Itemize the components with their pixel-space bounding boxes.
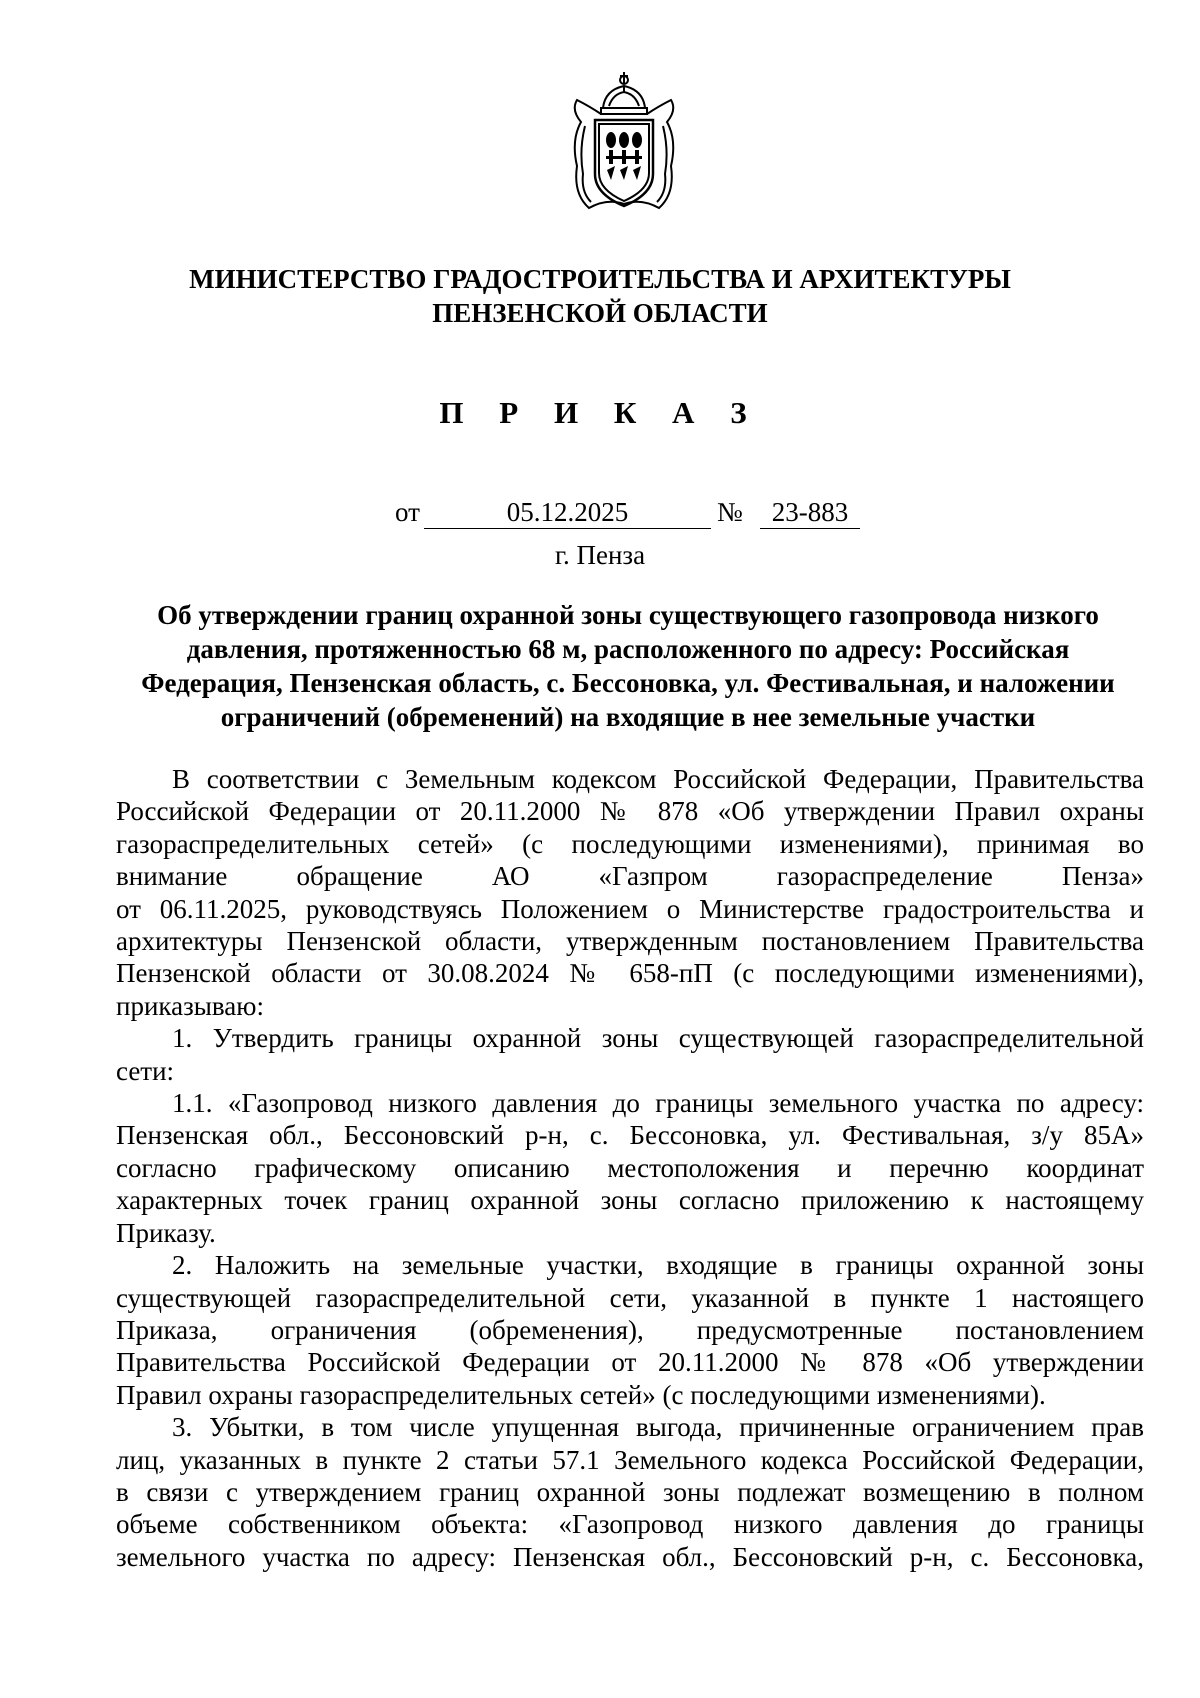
body-line: от 06.11.2025, руководствуясь Положением о Министерстве градостроительства и [116,893,1144,924]
coat-of-arms-icon [563,70,685,220]
body-line: 1. Утвердить границы охранной зоны существующей газораспределительной [172,1023,1144,1054]
city: г. Пенза [554,540,646,570]
subject-line: Федерация, Пензенская область, с. Бессоновка, ул. Фестивальная, и наложении [141,668,1115,698]
order-body [116,763,1144,1573]
body-line: газораспределительных сетей» (с последующими изменениями), принимая во [116,828,1144,859]
ministry-name [0,262,1200,330]
subject-line: ограничений (обременений) на входящие в нее земельные участки [220,702,1036,732]
date-label: от [395,497,420,527]
order-date: 05.12.2025 [424,495,711,529]
body-line: В соответствии с Земельным кодексом Российской Федерации, Правительства [172,764,1144,794]
number-label: № [717,497,743,527]
body-line: существующей газораспределительной сети, указанной в пункте 1 настоящего [116,1282,1144,1313]
subject-line: Об утверждении границ охранной зоны существующего газопровода низкого [157,600,1099,630]
body-line: Правительства Российской Федерации от 20.11.2000 № 878 «Об утверждении [116,1347,1144,1378]
order-number: 23-883 [760,495,860,529]
body-line: Пензенской области от 30.08.2024 № 658-пП (с последующими изменениями), [116,958,1144,989]
body-line: лиц, указанных в пункте 2 статьи 57.1 Земельного кодекса Российской Федерации, [116,1444,1144,1475]
order-subject [112,598,1144,734]
body-line: Приказу. [116,1217,216,1248]
body-line: объеме собственником объекта: «Газопровод низкого давления до границы [116,1509,1144,1540]
body-line: земельного участка по адресу: Пензенская обл., Бессоновский р-н, с. Бессоновка, [116,1541,1144,1572]
ministry-line-1: МИНИСТЕРСТВО ГРАДОСТРОИТЕЛЬСТВА И АРХИТЕКТУРЫ [189,264,1011,294]
body-line: согласно графическому описанию местоположения и перечню координат [116,1152,1144,1183]
ministry-line-2: ПЕНЗЕНСКОЙ ОБЛАСТИ [432,298,768,328]
body-line: Приказа, ограничения (обременения), предусмотренные постановлением [116,1314,1144,1345]
body-line: Российской Федерации от 20.11.2000 № 878 «Об утверждении Правил охраны [116,796,1144,827]
body-line: Пензенская обл., Бессоновский р-н, с. Бессоновка, ул. Фестивальная, з/у 85А» [116,1120,1144,1151]
body-line: 3. Убытки, в том числе упущенная выгода, причиненные ограничением прав [172,1412,1144,1443]
body-line: характерных точек границ охранной зоны согласно приложению к настоящему [116,1185,1144,1216]
body-line: 2. Наложить на земельные участки, входящие в границы охранной зоны [172,1250,1144,1281]
subject-line: давления, протяженностью 68 м, расположенного по адресу: Российская [186,634,1070,664]
order-date-number-line [395,495,875,529]
body-line: в связи с утверждением границ охранной зоны подлежат возмещению в полном [116,1476,1144,1507]
body-line: Правил охраны газораспределительных сетей» (с последующими изменениями). [116,1379,1046,1410]
body-line: 1.1. «Газопровод низкого давления до границы земельного участка по адресу: [172,1088,1144,1119]
body-line: сети: [116,1055,175,1086]
order-title: П Р И К А З [439,395,761,430]
body-line: внимание обращение АО «Газпром газораспределение Пенза» [116,861,1144,892]
body-line: архитектуры Пензенской области, утвержденным постановлением Правительства [116,926,1144,957]
body-line: приказываю: [116,990,264,1021]
